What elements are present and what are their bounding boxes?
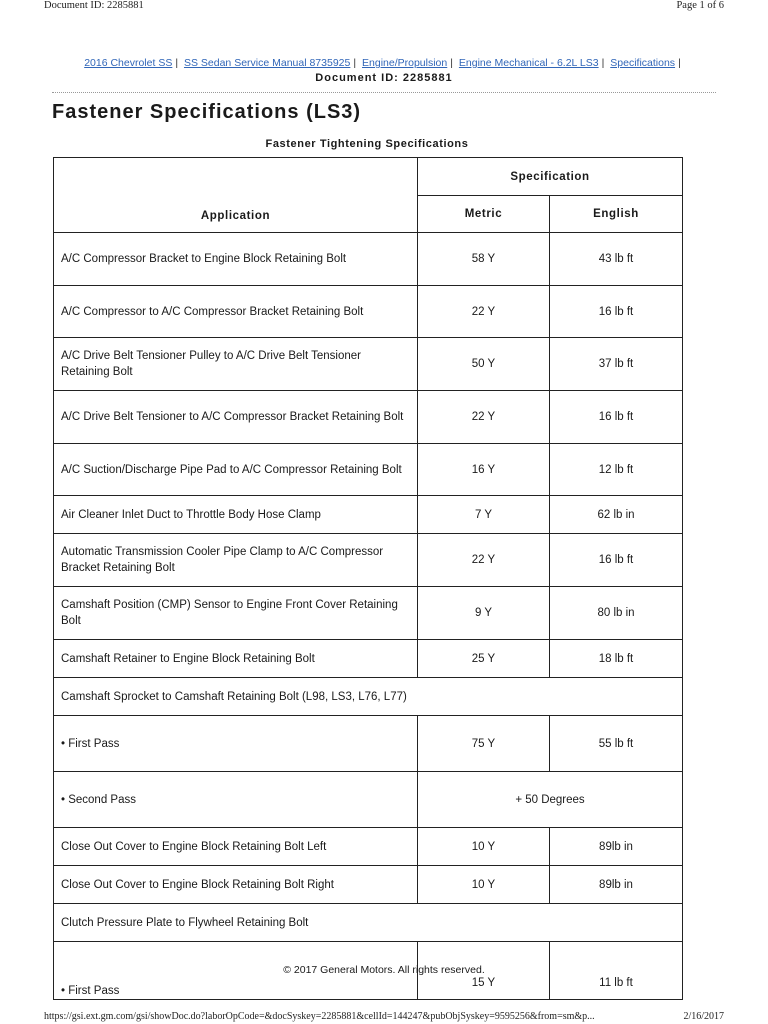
print-footer-date: 2/16/2017 <box>683 1011 724 1022</box>
cell-application: A/C Compressor to A/C Compressor Bracket Retaining Bolt <box>54 286 418 338</box>
cell-application: A/C Suction/Discharge Pipe Pad to A/C Compressor Retaining Bolt <box>54 444 418 496</box>
cell-metric: 58 Y <box>418 233 550 286</box>
cell-english: 89lb in <box>550 828 683 866</box>
print-header-document-id: Document ID: 2285881 <box>44 0 144 11</box>
table-row <box>54 587 683 640</box>
cell-english: 16 lb ft <box>550 286 683 338</box>
breadcrumb-link-manual[interactable]: SS Sedan Service Manual 8735925 <box>183 57 351 69</box>
cell-metric: 22 Y <box>418 391 550 444</box>
cell-metric: 9 Y <box>418 587 550 640</box>
cell-application: A/C Compressor Bracket to Engine Block Retaining Bolt <box>54 233 418 286</box>
table-row <box>54 534 683 587</box>
cell-english: 43 lb ft <box>550 233 683 286</box>
cell-metric: 16 Y <box>418 444 550 496</box>
cell-english: 12 lb ft <box>550 444 683 496</box>
print-header-page-number: Page 1 of 6 <box>676 0 724 11</box>
cell-pass-label: • First Pass <box>54 716 418 772</box>
cell-english: 89lb in <box>550 866 683 904</box>
breadcrumb-link-engine-mechanical[interactable]: Engine Mechanical - 6.2L LS3 <box>458 57 599 69</box>
page-title: Fastener Specifications (LS3) <box>52 101 362 123</box>
header-specification: Specification <box>418 158 683 196</box>
cell-english: 11 lb ft <box>550 942 683 1000</box>
table-row <box>54 828 683 866</box>
breadcrumb: 2016 Chevrolet SS | SS Sedan Service Manual 8735925 | Engine/Propulsion | Engine Mechanical - 6.2L LS3 | Specifications | <box>84 57 681 69</box>
cell-application: Camshaft Retainer to Engine Block Retaining Bolt <box>54 640 418 678</box>
breadcrumb-link-vehicle[interactable]: 2016 Chevrolet SS <box>84 57 173 69</box>
table-row <box>54 444 683 496</box>
cell-application: A/C Drive Belt Tensioner Pulley to A/C Drive Belt Tensioner Retaining Bolt <box>54 338 418 391</box>
table-section-row <box>54 678 683 716</box>
cell-metric: 7 Y <box>418 496 550 534</box>
cell-application: Camshaft Position (CMP) Sensor to Engine Front Cover Retaining Bolt <box>54 587 418 640</box>
breadcrumb-link-engine-propulsion[interactable]: Engine/Propulsion <box>362 57 448 69</box>
cell-metric: 50 Y <box>418 338 550 391</box>
table-section-row <box>54 904 683 942</box>
cell-english: 80 lb in <box>550 587 683 640</box>
cell-section-heading: Camshaft Sprocket to Camshaft Retaining Bolt (L98, LS3, L76, L77) <box>54 678 683 716</box>
table-row <box>54 866 683 904</box>
table-row <box>54 640 683 678</box>
table-row <box>54 496 683 534</box>
cell-english: 37 lb ft <box>550 338 683 391</box>
cell-english: 62 lb in <box>550 496 683 534</box>
table-row <box>54 286 683 338</box>
cell-english: 16 lb ft <box>550 534 683 587</box>
cell-metric: 25 Y <box>418 640 550 678</box>
table-caption: Fastener Tightening Specifications <box>265 138 469 150</box>
table-row <box>54 772 683 828</box>
cell-metric: 75 Y <box>418 716 550 772</box>
header-english: English <box>550 196 683 233</box>
cell-spec-degrees: + 50 Degrees <box>418 772 683 828</box>
cell-english: 55 lb ft <box>550 716 683 772</box>
cell-metric: 15 Y <box>418 942 550 1000</box>
cell-pass-label: • Second Pass <box>54 772 418 828</box>
cell-metric: 10 Y <box>418 828 550 866</box>
cell-application: Automatic Transmission Cooler Pipe Clamp to A/C Compressor Bracket Retaining Bolt <box>54 534 418 587</box>
print-footer-url: https://gsi.ext.gm.com/gsi/showDoc.do?laborOpCode=&docSyskey=2285881&cellId=144247&pubObjSyskey=9595256&from=sm&p... <box>44 1011 595 1022</box>
cell-application: A/C Drive Belt Tensioner to A/C Compressor Bracket Retaining Bolt <box>54 391 418 444</box>
cell-application: Close Out Cover to Engine Block Retaining Bolt Left <box>54 828 418 866</box>
cell-english: 16 lb ft <box>550 391 683 444</box>
table-row <box>54 233 683 286</box>
cell-metric: 22 Y <box>418 534 550 587</box>
cell-pass-label: • First Pass <box>54 942 418 1000</box>
copyright-notice: © 2017 General Motors. All rights reserved. <box>283 964 485 976</box>
breadcrumb-link-specifications[interactable]: Specifications <box>610 57 676 69</box>
header-metric: Metric <box>418 196 550 233</box>
cell-metric: 22 Y <box>418 286 550 338</box>
document-id-line: Document ID: 2285881 <box>315 72 453 84</box>
divider <box>52 92 716 93</box>
cell-section-heading: Clutch Pressure Plate to Flywheel Retaining Bolt <box>54 904 683 942</box>
cell-application: Close Out Cover to Engine Block Retaining Bolt Right <box>54 866 418 904</box>
cell-english: 18 lb ft <box>550 640 683 678</box>
table-row <box>54 716 683 772</box>
cell-metric: 10 Y <box>418 866 550 904</box>
table-row <box>54 391 683 444</box>
header-application: Application <box>54 158 418 233</box>
fastener-spec-table <box>53 157 683 1000</box>
cell-application: Air Cleaner Inlet Duct to Throttle Body Hose Clamp <box>54 496 418 534</box>
table-row <box>54 338 683 391</box>
